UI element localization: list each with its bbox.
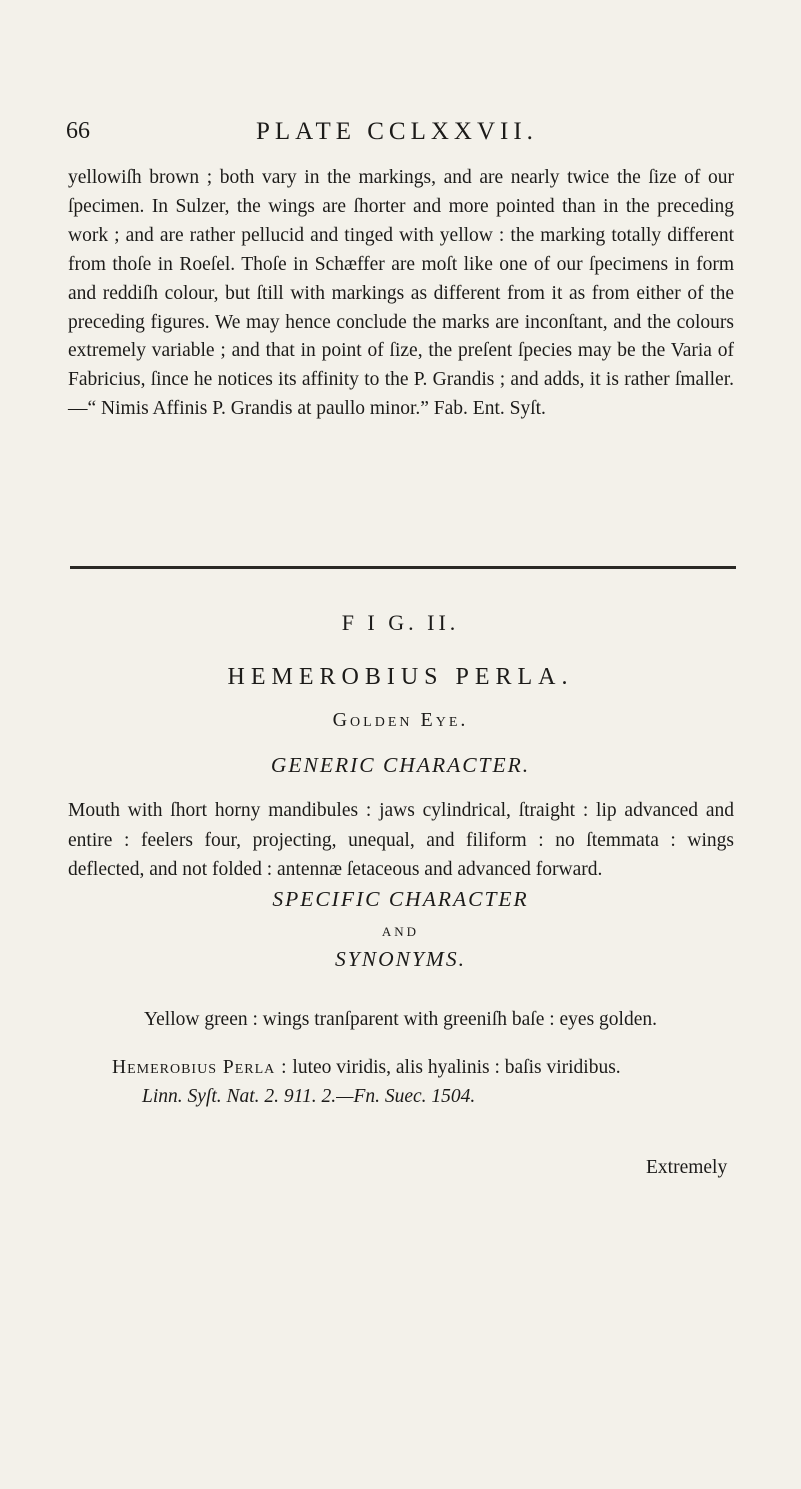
plate-title: PLATE CCLXXVII. [256, 118, 538, 145]
specific-character-heading: SPECIFIC CHARACTER [272, 887, 529, 911]
synonym-text: luteo viridis, alis hyalinis : baſis viridibus. [292, 1057, 621, 1078]
synonym-entry [112, 1057, 621, 1079]
page-number: 66 [66, 118, 90, 144]
page-header [0, 118, 801, 158]
figure-label: F I G. II. [341, 610, 460, 635]
section-divider [70, 566, 736, 569]
common-name: Golden Eye. [332, 709, 469, 731]
intro-paragraph: yellowiſh brown ; both vary in the markings, and are nearly twice the ſize of our ſpecimen. In Sulzer, the wings are ſhorter and more pointed than in the preceding work ; and are rather pellucid and tinged with yellow : the marking totally different from thoſe in Roeſel. Thoſe in Schæffer are moſt like one of our ſpecimens in form and reddiſh colour, but ſtill with markings as different from it as from either of the preceding figures. We may hence conclude the marks are inconſtant, and the colours extremely variable ; and that in point of ſize, the preſent ſpecies may be the Varia of Fabricius, ſince he notices its affinity to the P. Grandis ; and adds, it is rather ſmaller.—“ Nimis Affinis P. Grandis at paullo minor.” Fab. Ent. Syſt. [68, 167, 734, 420]
species-name: HEMEROBIUS PERLA. [227, 664, 574, 690]
specific-description: Yellow green : wings tranſparent with greeniſh baſe : eyes golden. [143, 1009, 658, 1030]
catchword: Extremely [646, 1157, 728, 1178]
and-connector: AND [381, 924, 420, 939]
synonyms-heading: SYNONYMS. [335, 947, 466, 971]
generic-character-text: Mouth with ſhort horny mandibules : jaws cylindrical, ſtraight : lip advanced and entire : feelers four, projecting, unequal, and filiform : no ſtemmata : wings deflected, and not folded : antennæ ſetaceous and advanced forward. [68, 800, 734, 880]
generic-character-heading: GENERIC CHARACTER. [270, 753, 531, 777]
synonym-citation: Linn. Syſt. Nat. 2. 911. 2.—Fn. Suec. 1504. [142, 1086, 476, 1107]
synonym-name: Hemerobius Perla : [112, 1057, 288, 1078]
